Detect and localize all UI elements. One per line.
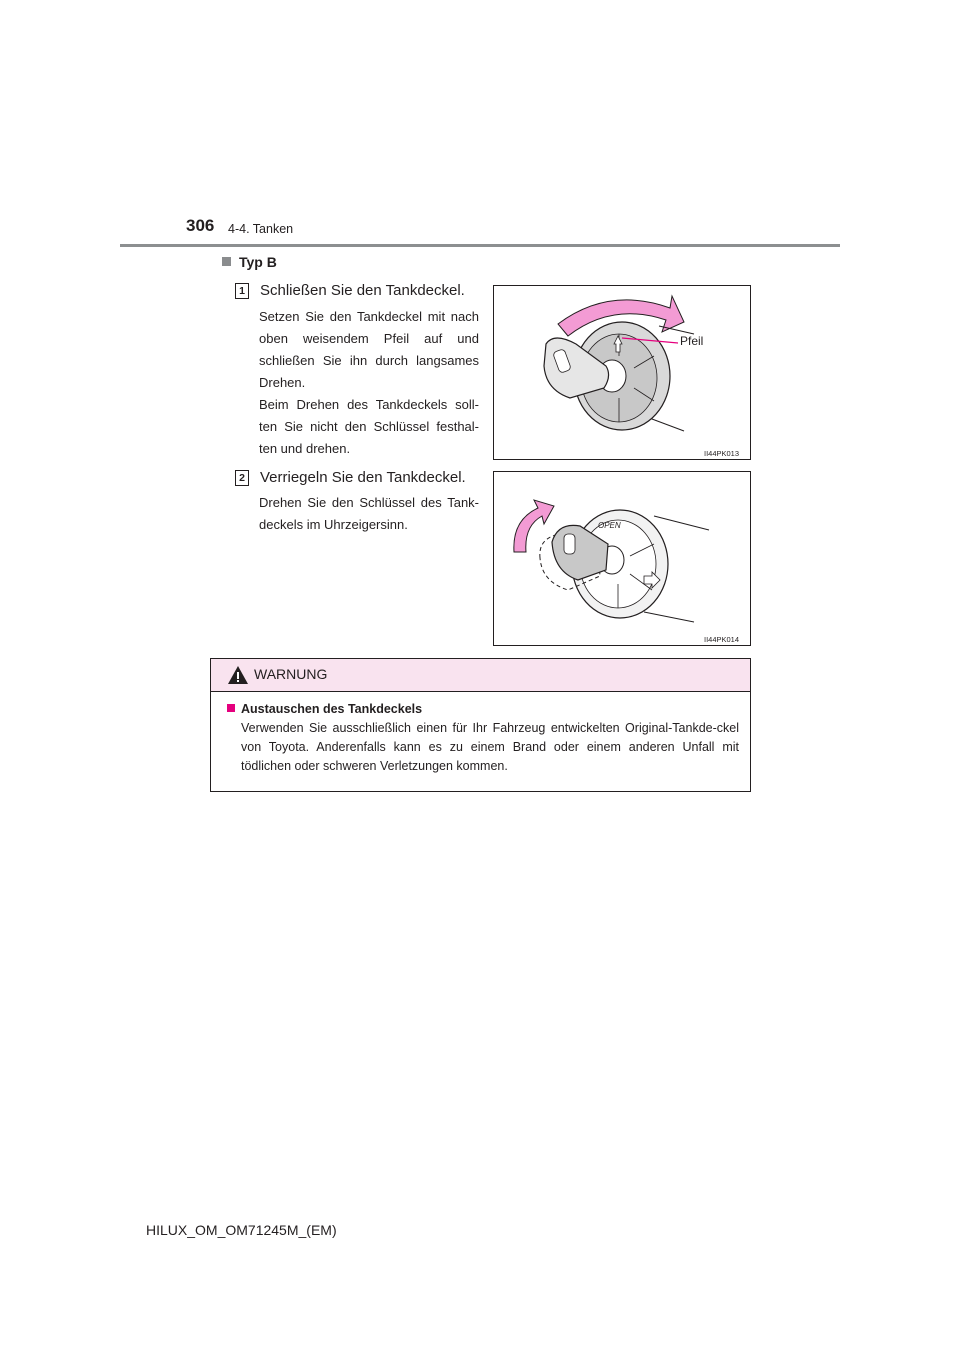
header-divider (120, 244, 840, 247)
warning-triangle-icon (227, 665, 249, 685)
warning-text: Verwenden Sie ausschließlich einen für Ihr Fahrzeug entwickelten Original-Tankde-ckel von Toyota. Anderenfalls kann es zu einem Brand oder einem anderen Unfall mit tödlichen oder schweren Verletzungen kommen. (241, 721, 739, 773)
step-2-paragraph-1: Drehen Sie den Schlüssel des Tank-deckels im Uhrzeigersinn. (259, 495, 479, 532)
callout-pfeil: Pfeil (680, 334, 704, 348)
pink-square-bullet-icon (227, 704, 235, 712)
fuel-cap-lock-illustration (494, 472, 750, 645)
figure-code: II44PK013 (704, 449, 740, 458)
warning-title: WARNUNG (254, 666, 328, 682)
step-1-paragraph-2: Beim Drehen des Tankdeckels soll-ten Sie nicht den Schlüssel festhal-ten und drehen. (259, 397, 479, 456)
page-number: 306 (186, 216, 215, 235)
section-title: 4-4. Tanken (228, 222, 294, 236)
fuel-cap-close-illustration (494, 286, 750, 459)
step-1-title: Schließen Sie den Tankdeckel. (260, 282, 465, 299)
step-2-title: Verriegeln Sie den Tankdeckel. (260, 469, 466, 486)
document-footer: HILUX_OM_OM71245M_(EM) (146, 1222, 337, 1238)
figure-lock-fuel-cap (493, 471, 751, 646)
cap-open-label: OPEN (598, 521, 621, 530)
figure-close-fuel-cap (493, 285, 751, 460)
square-bullet-icon (222, 257, 231, 266)
step-number-2: 2 (235, 470, 249, 486)
type-heading (222, 254, 277, 270)
warning-heading (227, 702, 422, 716)
warning-heading-label: Austauschen des Tankdeckels (241, 702, 423, 716)
warning-box (210, 658, 751, 792)
warning-header (211, 659, 750, 692)
step-1-paragraph-1: Setzen Sie den Tankdeckel mit nach oben weisendem Pfeil auf und schließen Sie ihn durch langsames Drehen. (259, 309, 479, 390)
type-heading-label: Typ B (239, 254, 277, 270)
step-number-1: 1 (235, 283, 249, 299)
figure-code: II44PK014 (704, 635, 740, 644)
